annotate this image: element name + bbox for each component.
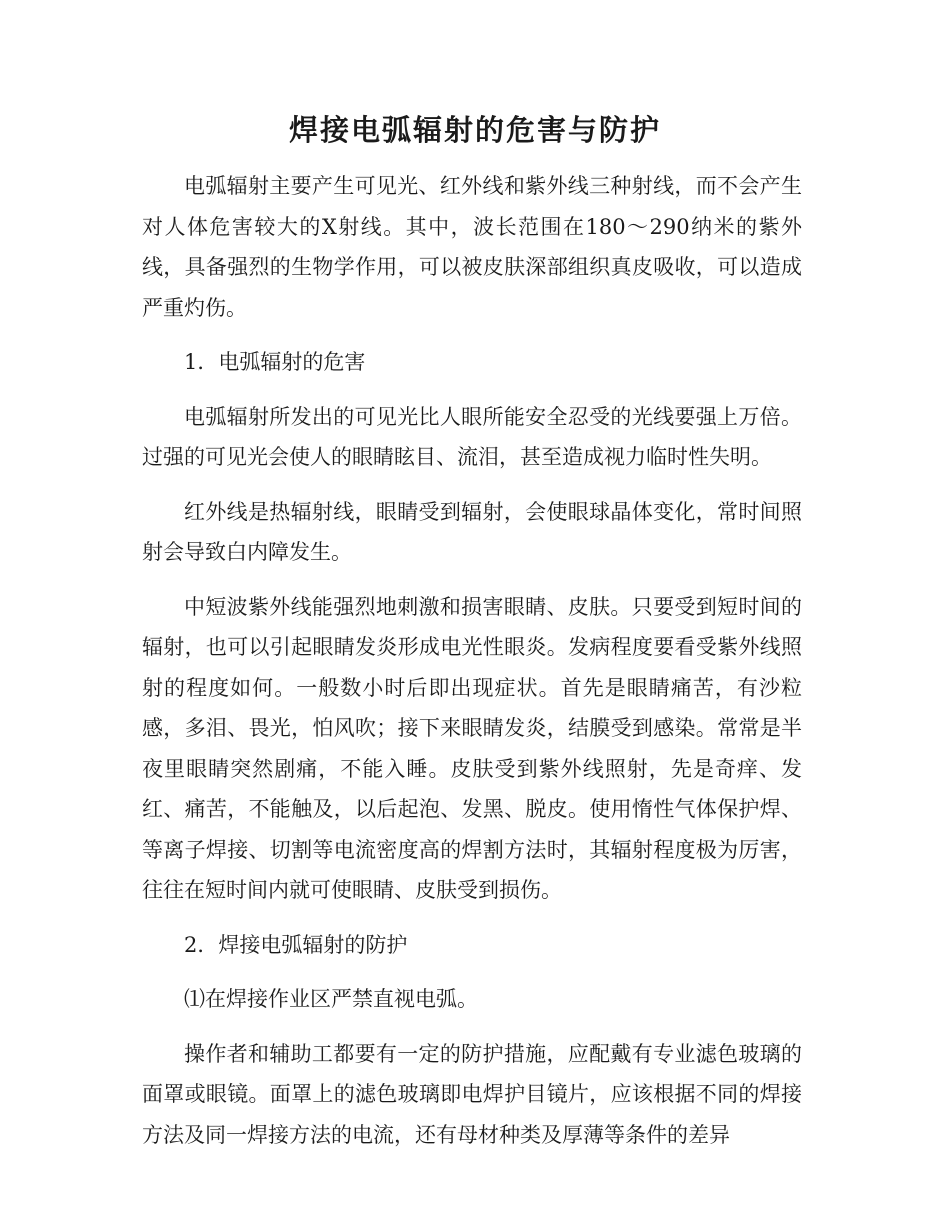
paragraph-infrared: 红外线是热辐射线，眼睛受到辐射，会使眼球晶体变化，常时间照射会导致白内障发生。 (142, 499, 802, 564)
section-heading-protection: 2．焊接电弧辐射的防护 (184, 932, 408, 957)
paragraph-visible-light: 电弧辐射所发出的可见光比人眼所能安全忍受的光线要强上万倍。过强的可见光会使人的眼睛眩目、流泪，甚至造成视力临时性失明。 (142, 404, 802, 469)
page-title: 焊接电弧辐射的危害与防护 (288, 113, 661, 147)
paragraph-ultraviolet: 中短波紫外线能强烈地刺激和损害眼睛、皮肤。只要受到短时间的辐射，也可以引起眼睛发炎形成电光性眼炎。发病程度要看受紫外线照射的程度如何。一般数小时后即出现症状。首先是眼睛痛苦，有沙粒感，多泪、畏光，怕风吹；接下来眼睛发炎，结膜受到感染。常常是半夜里眼睛突然剧痛，不能入睡。皮肤受到紫外线照射，先是奇痒、发红、痛苦，不能触及，以后起泡、发黑、脱皮。使用惰性气体保护焊、等离子焊接、切割等电流密度高的焊割方法时，其辐射程度极为厉害，往往在短时间内就可使眼睛、皮肤受到损伤。 (142, 594, 802, 902)
paragraph-intro: 电弧辐射主要产生可见光、红外线和紫外线三种射线，而不会产生对人体危害较大的X射线。其中，波长范围在180～290纳米的紫外线，具备强烈的生物学作用，可以被皮肤深部组织真皮吸收，可以造成严重灼伤。 (142, 174, 802, 320)
subsection-item-1: ⑴在焊接作业区严禁直视电弧。 (184, 987, 478, 1011)
document-body (142, 166, 802, 1169)
section-heading-hazards: 1．电弧辐射的危害 (184, 350, 366, 374)
paragraph-protective-measures: 操作者和辅助工都要有一定的防护措施，应配戴有专业滤色玻璃的面罩或眼镜。面罩上的滤色玻璃即电焊护目镜片，应该根据不同的焊接方法及同一焊接方法的电流，还有母材种类及厚薄等条件的差异 (142, 1041, 802, 1147)
